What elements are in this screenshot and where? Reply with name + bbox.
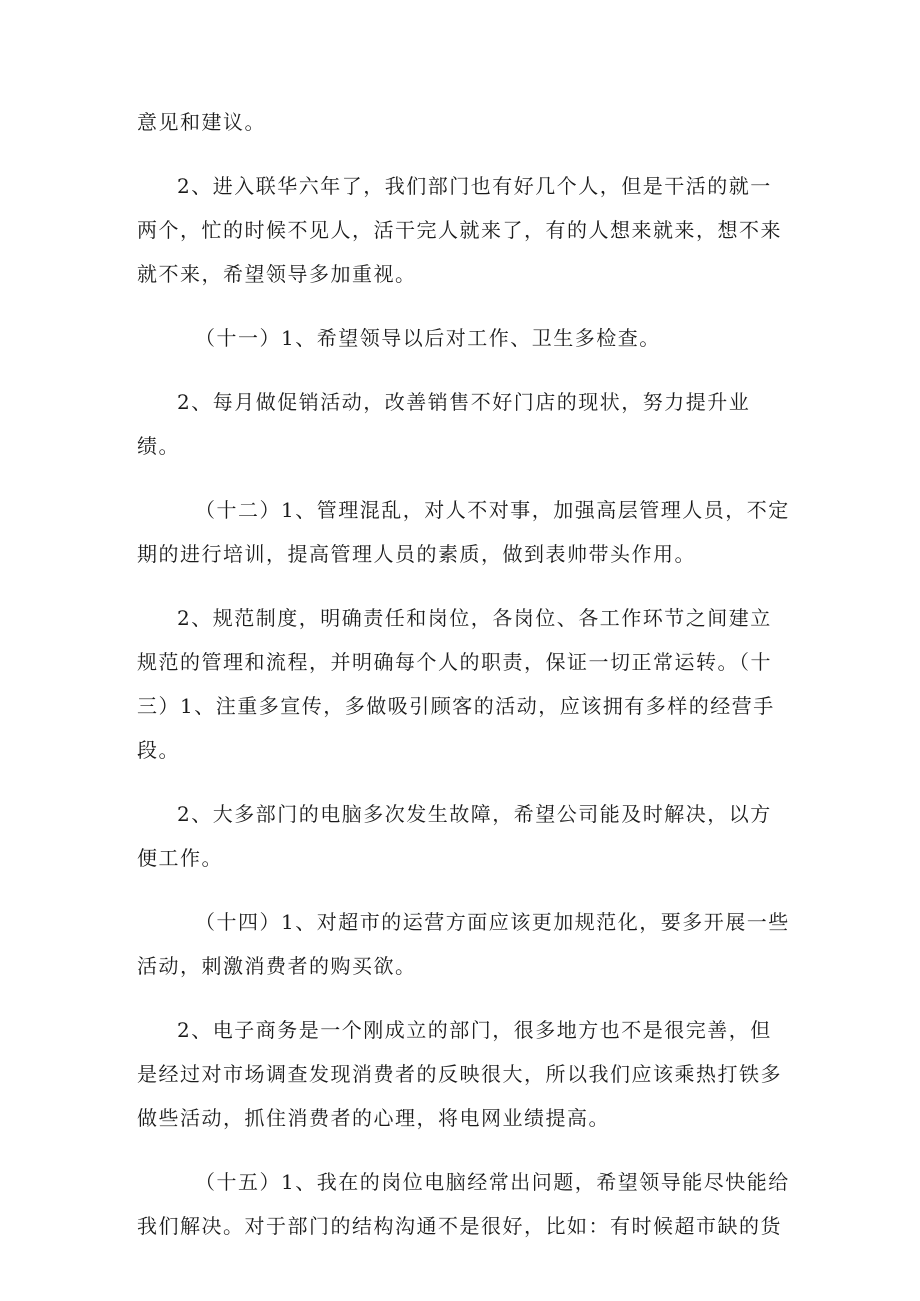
paragraph-10: （十五）1、我在的岗位电脑经常出问题，希望领导能尽快能给我们解决。对于部门的结构沟通不是很好，比如：有时候超市缺的货 <box>137 1170 790 1238</box>
paragraph-2: 2、进入联华六年了，我们部门也有好几个人，但是干活的就一两个，忙的时候不见人，活干完人就来了，有的人想来就来，想不来就不来，希望领导多加重视。 <box>137 174 782 286</box>
paragraph-4: 2、每月做促销活动，改善销售不好门店的现状，努力提升业绩。 <box>137 390 751 458</box>
paragraph-8: （十四）1、对超市的运营方面应该更加规范化，要多开展一些活动，刺激消费者的购买欲。 <box>137 910 790 978</box>
paragraph-6: 2、规范制度，明确责任和岗位，各岗位、各工作环节之间建立规范的管理和流程，并明确每个人的职责，保证一切正常运转。（十三）1、注重多宣传，多做吸引顾客的活动，应该拥有多样的经营手段。 <box>137 606 775 762</box>
paragraph-3: （十一）1、希望领导以后对工作、卫生多检查。 <box>195 326 661 350</box>
paragraph-7: 2、大多部门的电脑多次发生故障，希望公司能及时解决，以方便工作。 <box>137 802 772 870</box>
paragraph-9: 2、电子商务是一个刚成立的部门，很多地方也不是很完善，但是经过对市场调查发现消费者的反映很大，所以我们应该乘热打铁多做些活动，抓住消费者的心理，将电网业绩提高。 <box>137 1018 782 1130</box>
paragraph-1: 意见和建议。 <box>137 110 266 134</box>
document-body <box>137 100 792 1268</box>
paragraph-5: （十二）1、管理混乱，对人不对事，加强高层管理人员，不定期的进行培训，提高管理人员的素质，做到表帅带头作用。 <box>137 498 790 566</box>
